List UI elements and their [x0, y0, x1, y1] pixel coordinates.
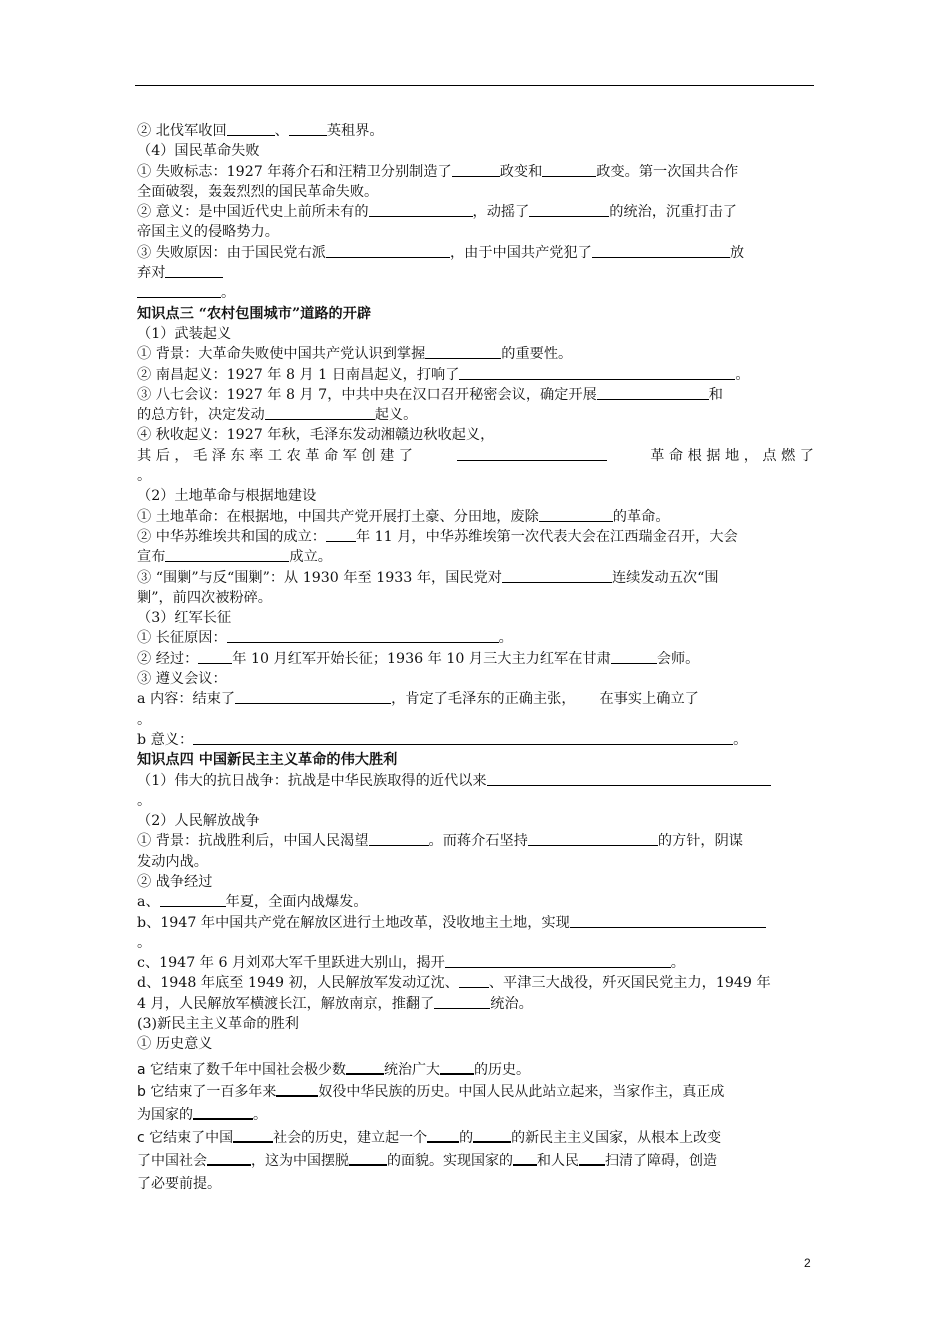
fill-blank[interactable]	[289, 121, 327, 136]
text-line: b 它结束了一百多年来 奴役中华民族的历史。中国人民从此站立起来，当家作主，真正成	[137, 1081, 814, 1104]
fill-blank[interactable]	[513, 1150, 537, 1166]
text-line: ① 背景：大革命失败使中国共产党认识到掌握 的重要性。	[137, 346, 573, 363]
fill-blank[interactable]	[611, 649, 657, 664]
text-line: c、1947 年 6 月刘邓大军千里跃进大别山，揭开 。	[137, 955, 685, 972]
text-line: d、1948 年底至 1949 初，人民解放军发动辽沈、 、平津三大战役，歼灭国民党主力，1949 年	[137, 975, 771, 992]
section-heading: （2）土地革命与根据地建设	[137, 488, 317, 505]
text-line: b 意义： 。	[137, 731, 748, 748]
text-line: ① 失败标志：1927 年蒋介石和汪精卫分别制造了 政变和 政变。第一次国共合作	[137, 163, 739, 180]
text-line: ④ 秋收起义：1927 年秋，毛泽东发动湘赣边秋收起义，	[137, 427, 495, 444]
text-line: 。	[137, 468, 152, 485]
significance-block	[137, 1059, 814, 1196]
section-heading: （1）武装起义	[137, 325, 232, 342]
fill-blank[interactable]	[440, 1059, 474, 1075]
fill-blank[interactable]	[193, 1104, 253, 1120]
fill-blank[interactable]	[452, 162, 500, 177]
fill-blank[interactable]	[276, 1081, 318, 1097]
fill-blank[interactable]	[233, 1127, 273, 1143]
fill-blank[interactable]	[434, 994, 490, 1009]
section-title: 知识点四 中国新民主主义革命的伟大胜利	[137, 752, 398, 769]
text-line: 4 月，人民解放军横渡长江，解放南京，推翻了 统治。	[137, 995, 533, 1012]
fill-blank[interactable]	[198, 649, 232, 664]
fill-blank[interactable]	[579, 1150, 605, 1166]
fill-blank[interactable]	[539, 507, 613, 522]
text-line: ③ 八七会议：1927 年 8 月 7，中共中央在汉口召开秘密会议，确定开展 和	[137, 386, 723, 403]
text-line: a 内容：结束了 ，肯定了毛泽东的正确主张， 在事实上确立了	[137, 691, 699, 708]
section-heading: (3)新民主主义革命的胜利	[137, 1016, 299, 1033]
text-line: ③ 失败原因：由于国民党右派 ，由于中国共产党犯了 放	[137, 244, 745, 261]
section-heading: （2）人民解放战争	[137, 813, 260, 830]
text-line: ③ “围剿”与反“围剿”：从 1930 年至 1933 年，国民党对 连续发动五次“围	[137, 569, 719, 586]
fill-blank[interactable]	[326, 243, 450, 258]
text-line: 了中国社会 ，这为中国摆脱 的面貌。实现国家的 和人民 扫清了障碍，创造	[137, 1150, 814, 1173]
header-rule	[135, 85, 814, 86]
fill-blank[interactable]	[459, 365, 735, 380]
fill-blank[interactable]	[427, 1127, 459, 1143]
text-line: 为国家的 。	[137, 1104, 814, 1127]
fill-blank[interactable]	[592, 243, 730, 258]
text-line: 。	[137, 934, 152, 951]
text-line: ③ 遵义会议：	[137, 671, 227, 688]
text-line: 全面破裂，轰轰烈烈的国民革命失败。	[137, 183, 379, 200]
text-line: a、 年夏，全面内战爆发。	[137, 894, 368, 911]
fill-blank[interactable]	[529, 202, 609, 217]
text-line: ① 背景：抗战胜利后，中国人民渴望 。而蒋介石坚持 的方针，阴谋	[137, 833, 743, 850]
text-line: 其 后 ， 毛 泽 东 率 工 农 革 命 军 创 建 了 革 命 根 据 地 ， 点 燃 了	[137, 447, 814, 464]
section-heading: （3）红军长征	[137, 610, 232, 627]
text-line: 。	[137, 711, 152, 728]
worksheet-body	[137, 121, 814, 1195]
text-line: 发动内战。	[137, 853, 208, 870]
fill-blank[interactable]	[502, 568, 612, 583]
text-line: 宣布 成立。	[137, 549, 332, 566]
text-line: c 它结束了中国 社会的历史，建立起一个 的 的新民主主义国家，从根本上改变	[137, 1127, 814, 1150]
text-line: 帝国主义的侵略势力。	[137, 224, 279, 241]
text-line: 剿”，前四次被粉碎。	[137, 589, 272, 606]
fill-blank[interactable]	[445, 953, 671, 968]
section-heading: （4）国民革命失败	[137, 143, 260, 160]
fill-blank[interactable]	[597, 385, 709, 400]
fill-blank[interactable]	[349, 1150, 387, 1166]
fill-blank[interactable]	[425, 344, 501, 359]
text-line: b、1947 年中国共产党在解放区进行土地改革，没收地主土地，实现	[137, 913, 814, 933]
fill-blank[interactable]	[235, 689, 391, 704]
fill-blank[interactable]	[473, 1127, 511, 1143]
fill-blank[interactable]	[326, 527, 356, 542]
text-line: ① 土地革命：在根据地，中国共产党开展打土豪、分田地，废除 的革命。	[137, 508, 670, 525]
text-line: ② 中华苏维埃共和国的成立： 年 11 月，中华苏维埃第一次代表大会在江西瑞金召开，大会	[137, 528, 738, 545]
text-line: 的总方针，决定发动 起义。	[137, 407, 418, 424]
fill-blank[interactable]	[137, 283, 221, 298]
fill-blank[interactable]	[570, 913, 766, 928]
fill-blank[interactable]	[165, 263, 223, 278]
text-line: 。	[137, 792, 152, 809]
fill-blank[interactable]	[227, 121, 275, 136]
text-line: ② 意义：是中国近代史上前所未有的 ，动摇了 的统治，沉重打击了	[137, 204, 737, 221]
text-line: 。	[137, 283, 814, 303]
fill-blank[interactable]	[528, 831, 658, 846]
text-line: ② 南昌起义：1927 年 8 月 1 日南昌起义，打响了 。	[137, 366, 750, 383]
fill-blank[interactable]	[227, 628, 499, 643]
text-line: ① 历史意义	[137, 1036, 213, 1053]
text-line: ② 经过： 年 10 月红军开始长征；1936 年 10 月三大主力红军在甘肃 会师。	[137, 650, 700, 667]
text-line: 弃对	[137, 263, 814, 283]
text-line: 了必要前提。	[137, 1175, 221, 1192]
fill-blank[interactable]	[160, 892, 226, 907]
fill-blank[interactable]	[457, 446, 607, 461]
text-line: ① 长征原因： 。	[137, 630, 513, 647]
section-title: 知识点三 “农村包围城市”道路的开辟	[137, 305, 372, 322]
fill-blank[interactable]	[165, 547, 289, 562]
fill-blank[interactable]	[459, 973, 489, 988]
page-number: 2	[804, 1256, 811, 1270]
text-line: a 它结束了数千年中国社会极少数 统治广大 的历史。	[137, 1059, 814, 1082]
text-line: ② 北伐军收回 、 英租界。	[137, 123, 384, 139]
fill-blank[interactable]	[487, 771, 771, 786]
fill-blank[interactable]	[369, 202, 473, 217]
fill-blank[interactable]	[346, 1059, 384, 1075]
fill-blank[interactable]	[193, 730, 733, 745]
text-line: （1）伟大的抗日战争：抗战是中华民族取得的近代以来	[137, 771, 814, 791]
fill-blank[interactable]	[542, 162, 596, 177]
fill-blank[interactable]	[265, 405, 375, 420]
fill-blank[interactable]	[369, 831, 429, 846]
fill-blank[interactable]	[207, 1150, 251, 1166]
text-line: ② 战争经过	[137, 873, 213, 890]
